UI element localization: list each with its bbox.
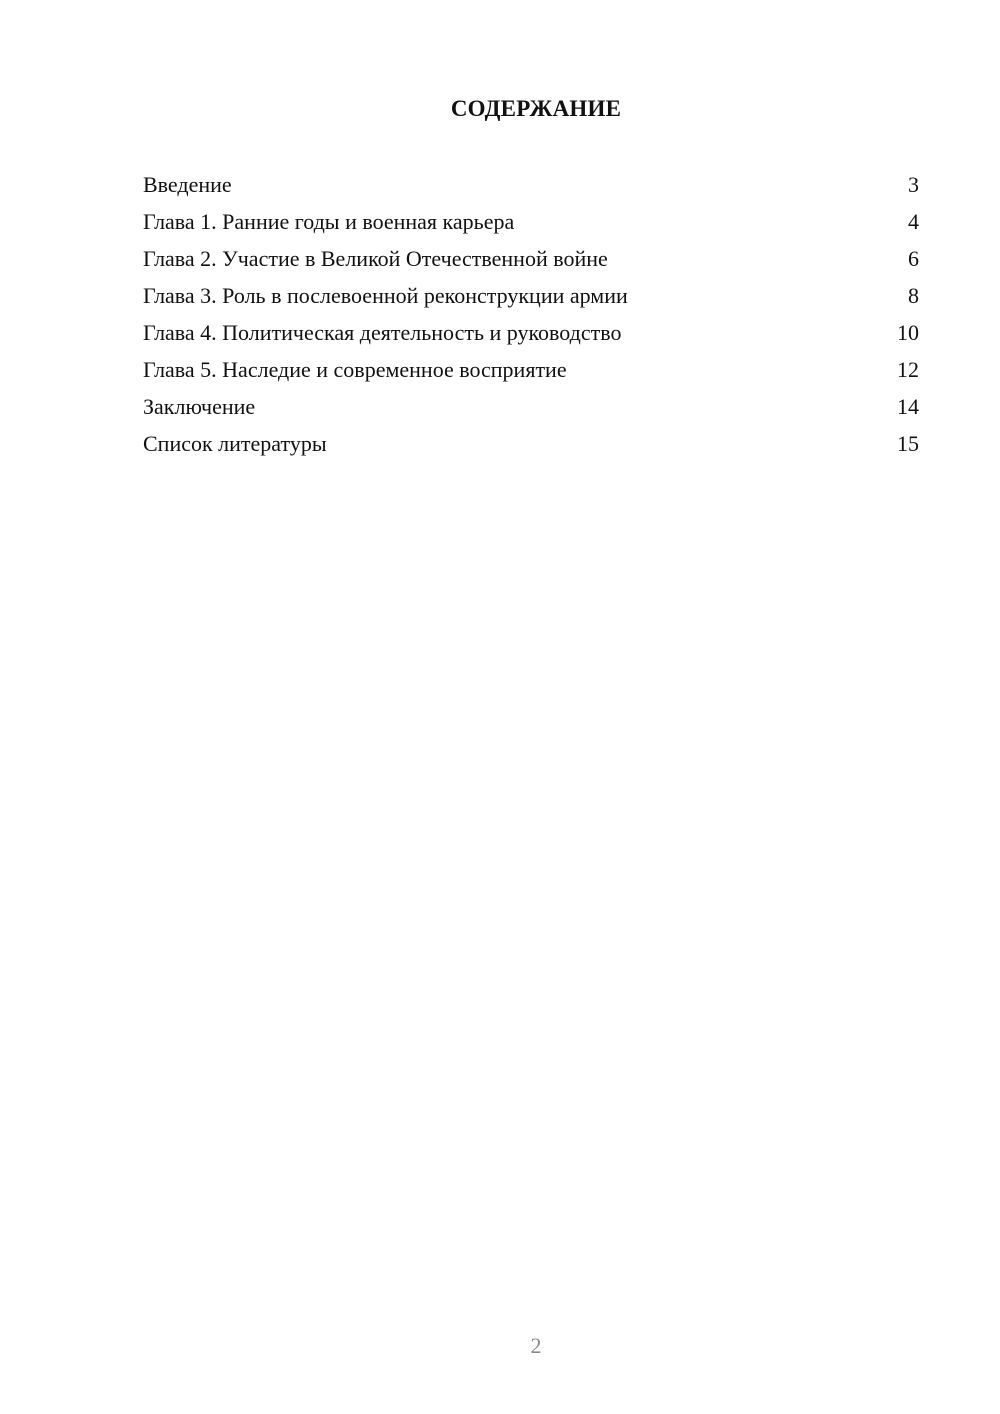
toc-entry[interactable] bbox=[143, 170, 919, 207]
toc-entry-page: 12 bbox=[897, 357, 919, 382]
toc-entry-page: 8 bbox=[908, 283, 919, 308]
toc-entry[interactable] bbox=[143, 207, 919, 244]
toc-entry-label: Глава 5. Наследие и современное восприятие bbox=[143, 357, 567, 382]
toc-entry-page: 4 bbox=[908, 209, 919, 234]
toc-entry-page: 10 bbox=[897, 320, 919, 345]
toc-entry[interactable] bbox=[143, 355, 919, 392]
toc-entry[interactable] bbox=[143, 244, 919, 281]
toc-entry-label: Глава 2. Участие в Великой Отечественной войне bbox=[143, 246, 608, 271]
toc-entry[interactable] bbox=[143, 318, 919, 355]
toc-entry-label: Глава 4. Политическая деятельность и руководство bbox=[143, 320, 622, 345]
table-of-contents bbox=[143, 170, 919, 466]
toc-entry-label: Список литературы bbox=[143, 431, 327, 456]
toc-entry-label: Введение bbox=[143, 172, 232, 197]
toc-entry-page: 6 bbox=[908, 246, 919, 271]
page-number: 2 bbox=[530, 1333, 542, 1358]
toc-entry-page: 3 bbox=[908, 172, 919, 197]
toc-entry-label: Глава 3. Роль в послевоенной реконструкции армии bbox=[143, 283, 628, 308]
toc-entry-page: 15 bbox=[897, 431, 919, 456]
page-title: СОДЕРЖАНИЕ bbox=[450, 96, 622, 121]
toc-entry[interactable] bbox=[143, 429, 919, 466]
toc-entry-label: Заключение bbox=[143, 394, 256, 419]
toc-entry[interactable] bbox=[143, 392, 919, 429]
toc-entry[interactable] bbox=[143, 281, 919, 318]
toc-entry-page: 14 bbox=[897, 394, 919, 419]
toc-entry-label: Глава 1. Ранние годы и военная карьера bbox=[143, 209, 515, 234]
